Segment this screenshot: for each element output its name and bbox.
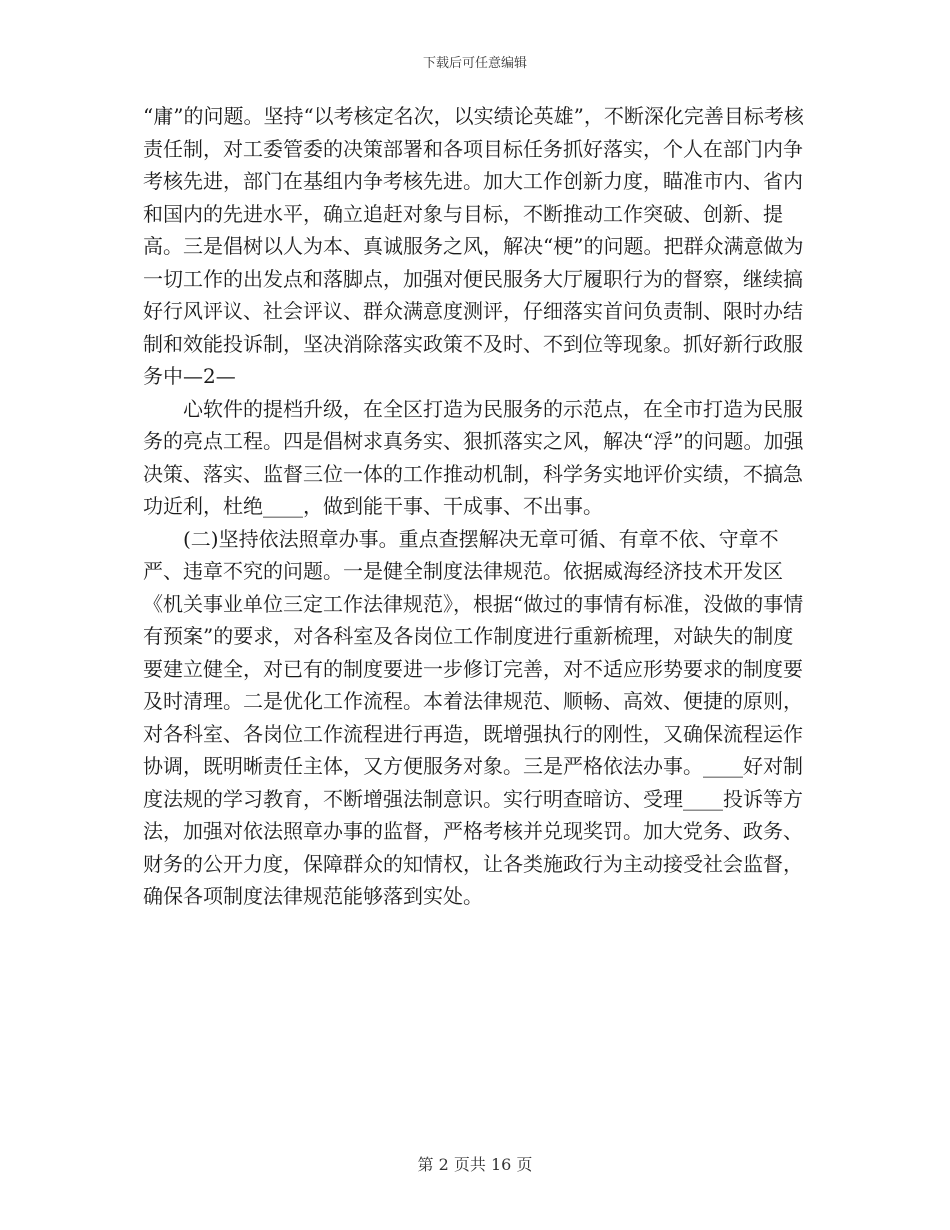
paragraph-1: “庸”的问题。坚持“以考核定名次，以实绩论英雄”，不断深化完善目标考核责任制，对工委管委的决策部署和各项目标任务抓好落实，个人在部门内争考核先进，部门在基组内争考核先进。加大工作创新力度，瞄准市内、省内和国内的先进水平，确立追赶对象与目标，不断推动工作突破、创新、提高。三是倡树以人为本、真诚服务之风，解决“梗”的问题。把群众满意做为一切工作的出发点和落脚点，加强对便民服务大厅履职行为的督察，继续搞好行风评议、社会评议、群众满意度测评，仔细落实首问负责制、限时办结制和效能投诉制，坚决消除落实政策不及时、不到位等现象。抓好新行政服务中—2—	[143, 104, 804, 388]
page-footer: 第 2 页共 16 页	[417, 1155, 533, 1174]
paragraph-2: 心软件的提档升级，在全区打造为民服务的示范点，在全市打造为民服务的亮点工程。四是倡树求真务实、狠抓落实之风，解决“浮”的问题。加强决策、落实、监督三位一体的工作推动机制，科学务实地评价实绩，不搞急功近利，杜绝____，做到能干事、干成事、不出事。	[143, 396, 804, 518]
page-header: 下载后可任意编辑	[422, 56, 527, 71]
document-body	[143, 100, 813, 913]
paragraph-3: (二)坚持依法照章办事。重点查摆解决无章可循、有章不依、守章不严、违章不究的问题。一是健全制度法律规范。依据威海经济技术开发区《机关事业单位三定工作法律规范》，根据“做过的事情有标准，没做的事情有预案”的要求，对各科室及各岗位工作制度进行重新梳理，对缺失的制度要建立健全，对已有的制度要进一步修订完善，对不适应形势要求的制度要及时清理。二是优化工作流程。本着法律规范、顺畅、高效、便捷的原则，对各科室、各岗位工作流程进行再造，既增强执行的刚性，又确保流程运作协调，既明晰责任主体，又方便服务对象。三是严格依法办事。____好对制度法规的学习教育，不断增强法制意识。实行明查暗访、受理____投诉等方法，加强对依法照章办事的监督，严格考核并兑现奖罚。加大党务、政务、财务的公开力度，保障群众的知情权，让各类施政行为主动接受社会监督，确保各项制度法律规范能够落到实处。	[143, 526, 804, 908]
